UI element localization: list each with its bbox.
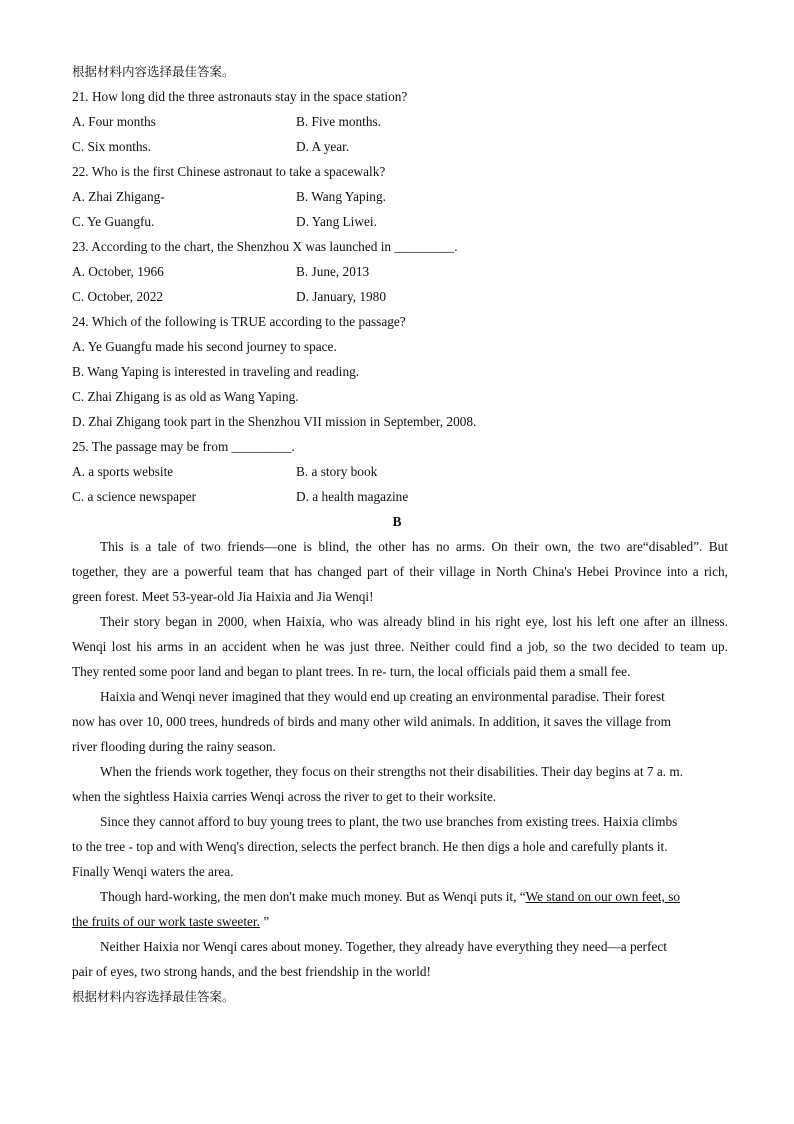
question-22-option-a: A. Zhai Zhigang-: [72, 189, 165, 204]
section-b-heading: B: [392, 514, 402, 529]
passage-line: to the tree - top and with Wenq's direction, selects the perfect branch. He then digs a hole and carefully plants it.: [72, 839, 668, 854]
question-24-option-a: A. Ye Guangfu made his second journey to space.: [72, 339, 337, 354]
question-21-option-b: B. Five months.: [296, 114, 381, 129]
instruction-top: 根据材料内容选择最佳答案。: [72, 64, 235, 79]
passage-line: They rented some poor land and began to plant trees. In re- turn, the local officials paid them a small fee.: [72, 664, 631, 679]
passage-line: river flooding during the rainy season.: [72, 739, 276, 754]
question-22-option-c: C. Ye Guangfu.: [72, 214, 155, 229]
question-24-option-b: B. Wang Yaping is interested in traveling and reading.: [72, 364, 360, 379]
question-22-stem: 22. Who is the first Chinese astronaut to take a spacewalk?: [72, 164, 386, 179]
passage-line: Wenqi lost his arms in an accident when he was just three. Neither could find a job, so the two decided to team up.: [72, 639, 728, 654]
passage-line: This is a tale of two friends—one is blind, the other has no arms. On their own, the two are“disabled”. But: [100, 539, 728, 554]
passage-line: now has over 10, 000 trees, hundreds of birds and many other wild animals. In addition, it saves the village from: [72, 714, 671, 729]
question-21-option-d: D. A year.: [296, 139, 350, 154]
question-25-option-a: A. a sports website: [72, 464, 174, 479]
question-24-option-d: D. Zhai Zhigang took part in the Shenzhou VII mission in September, 2008.: [72, 414, 477, 429]
question-21-option-a: A. Four months: [72, 114, 156, 129]
passage-line: Since they cannot afford to buy young trees to plant, the two use branches from existing trees. Haixia climbs: [100, 814, 678, 829]
instruction-bottom: 根据材料内容选择最佳答案。: [72, 989, 235, 1004]
question-25-stem: 25. The passage may be from _________.: [72, 439, 295, 454]
question-24-option-c: C. Zhai Zhigang is as old as Wang Yaping.: [72, 389, 299, 404]
passage-line: [72, 913, 269, 931]
passage-line: green forest. Meet 53-year-old Jia Haixia and Jia Wenqi!: [72, 589, 374, 604]
question-21-stem: 21. How long did the three astronauts stay in the space station?: [72, 89, 408, 104]
question-25-option-d: D. a health magazine: [296, 489, 409, 504]
underlined-quote: the fruits of our work taste sweeter.: [72, 914, 260, 929]
question-22-option-b: B. Wang Yaping.: [296, 189, 386, 204]
question-23-option-b: B. June, 2013: [296, 264, 370, 279]
question-25-option-c: C. a science newspaper: [72, 489, 197, 504]
question-23-option-d: D. January, 1980: [296, 289, 386, 304]
passage-line: When the friends work together, they focus on their strengths not their disabilities. Their day begins at 7 a. m.: [100, 764, 684, 779]
passage-line: [100, 888, 680, 906]
passage-line: pair of eyes, two strong hands, and the best friendship in the world!: [72, 964, 431, 979]
question-23-stem: 23. According to the chart, the Shenzhou X was launched in _________.: [72, 239, 458, 254]
question-24-stem: 24. Which of the following is TRUE according to the passage?: [72, 314, 406, 329]
passage-line: Their story began in 2000, when Haixia, who was already blind in his right eye, lost his left one after an illness.: [100, 614, 728, 629]
passage-line: Haixia and Wenqi never imagined that they would end up creating an environmental paradise. Their forest: [100, 689, 665, 704]
question-23-option-a: A. October, 1966: [72, 264, 164, 279]
passage-line: when the sightless Haixia carries Wenqi across the river to get to their worksite.: [72, 789, 497, 804]
passage-text: ”: [259, 914, 270, 929]
passage-line: Neither Haixia nor Wenqi cares about money. Together, they already have everything they need—a perfect: [100, 939, 667, 954]
question-21-option-c: C. Six months.: [72, 139, 152, 154]
passage-line: Finally Wenqi waters the area.: [72, 864, 234, 879]
underlined-quote: We stand on our own feet, so: [525, 889, 681, 904]
passage-text: Though hard-working, the men don't make much money. But as Wenqi puts it, “: [100, 889, 526, 904]
question-23-option-c: C. October, 2022: [72, 289, 164, 304]
question-22-option-d: D. Yang Liwei.: [296, 214, 377, 229]
question-25-option-b: B. a story book: [296, 464, 378, 479]
passage-line: together, they are a powerful team that has changed part of their village in North China's Hebei Province into a rich,: [72, 564, 728, 579]
